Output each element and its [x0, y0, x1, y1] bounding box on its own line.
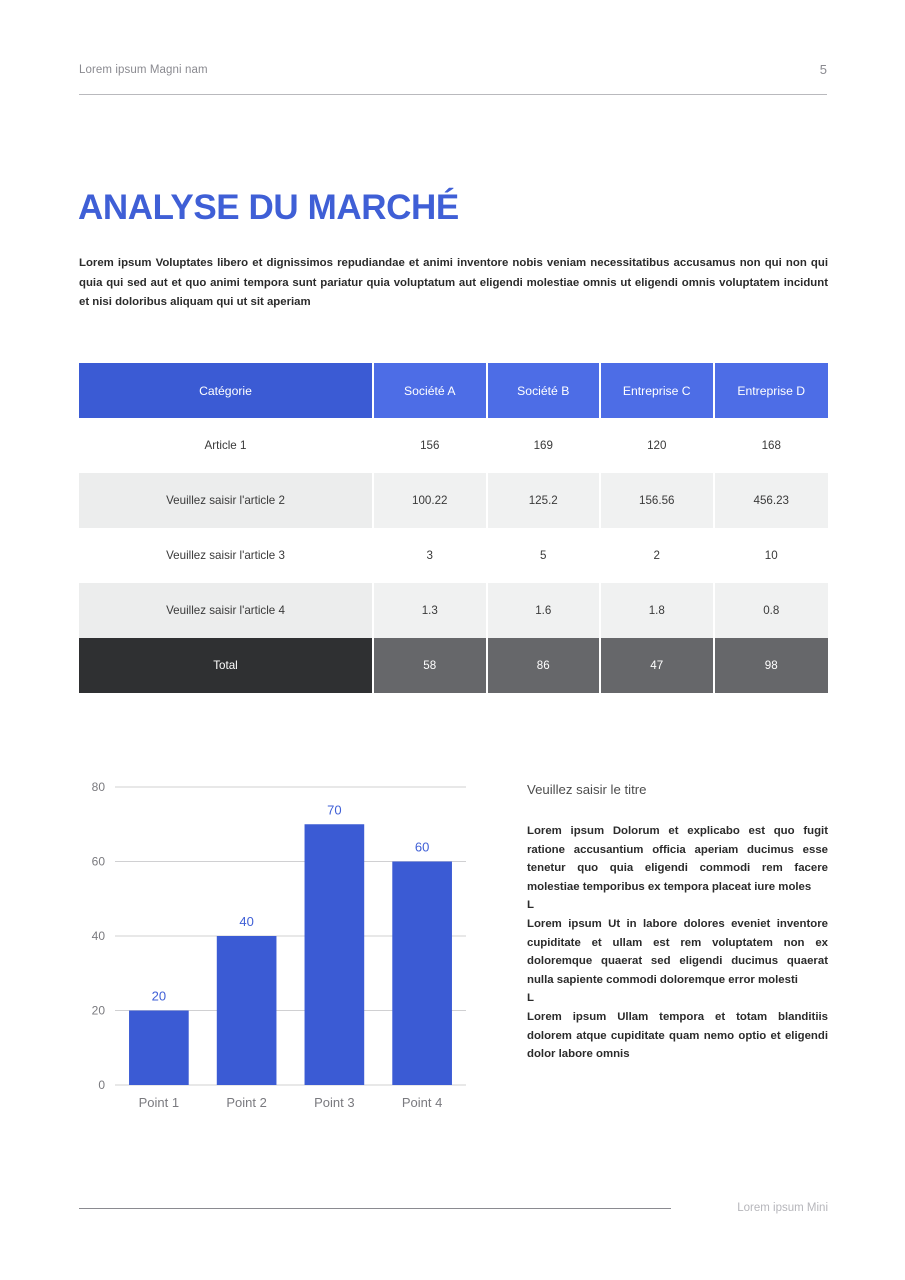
page-title: ANALYSE DU MARCHÉ [78, 188, 459, 228]
cell-value: 2 [601, 528, 715, 583]
column-header-societe-a: Société A [374, 363, 488, 418]
svg-text:80: 80 [91, 780, 105, 794]
column-header-category: Catégorie [79, 363, 374, 418]
table-header-row [79, 363, 828, 418]
cell-value: 1.6 [488, 583, 602, 638]
table-total-row [79, 638, 828, 693]
column-header-entreprise-d: Entreprise D [715, 363, 829, 418]
bar-chart [79, 775, 479, 1120]
data-table-container [79, 363, 828, 693]
svg-text:40: 40 [239, 914, 254, 929]
table-row [79, 583, 828, 638]
chart-x-axis-labels [139, 1095, 443, 1110]
data-table [79, 363, 828, 693]
side-paragraph-3: Lorem ipsum Ullam tempora et totam blanditiis dolorem atque cupiditate quam nemo optio et eligendi dolor labore omnis [527, 1010, 828, 1061]
cell-value: 156.56 [601, 473, 715, 528]
table-body [79, 418, 828, 693]
side-paragraph-2: Lorem ipsum Ut in labore dolores eveniet inventore cupiditate et ullam est rem voluptatem non ex doloremque quaerat sed eligendi ducimus quaerat nulla sapiente commodi doloremque error molesti [527, 917, 828, 986]
cell-value: 10 [715, 528, 829, 583]
cell-value: 456.23 [715, 473, 829, 528]
side-separator-2: L [527, 992, 534, 1005]
svg-text:0: 0 [98, 1078, 105, 1092]
total-label: Total [79, 638, 374, 693]
svg-text:60: 60 [91, 854, 105, 869]
page-footer [79, 1198, 828, 1222]
column-header-entreprise-c: Entreprise C [601, 363, 715, 418]
cell-value: 3 [374, 528, 488, 583]
total-value: 86 [488, 638, 602, 693]
svg-text:20: 20 [91, 1003, 105, 1018]
table-row [79, 528, 828, 583]
svg-text:Point 1: Point 1 [138, 1095, 180, 1110]
total-value: 98 [715, 638, 829, 693]
side-paragraph-1: Lorem ipsum Dolorum et explicabo est quo fugit ratione accusantium officia aperiam ducimus esse tenetur quo quia eligendi commodi rem facere molestiae temporibus ex tempora placeat iure moles [527, 825, 828, 893]
table-row [79, 473, 828, 528]
chart-bars [129, 824, 452, 1085]
footer-divider [79, 1208, 671, 1209]
intro-paragraph: Lorem ipsum Voluptates libero et dignissimos repudiandae et animi inventore nobis veniam necessitatibus accusamus non qui non qui quia qui sed aut et quo animi tempora sunt pariatur quia voluptatum aut eligendi molestiae omnis ut eligendi omnis voluptatem incidunt et nisi doloribus aliquam qui ut sit aperiam [79, 257, 828, 309]
column-header-societe-b: Société B [488, 363, 602, 418]
table-row [79, 418, 828, 473]
svg-text:Point 4: Point 4 [401, 1095, 443, 1110]
row-label: Article 1 [79, 418, 374, 473]
side-title: Veuillez saisir le titre [527, 782, 647, 797]
row-label: Veuillez saisir l'article 3 [79, 528, 374, 583]
bar-chart-svg [79, 775, 479, 1120]
header-page-number: 5 [819, 62, 827, 77]
svg-text:60: 60 [414, 839, 430, 855]
cell-value: 5 [488, 528, 602, 583]
cell-value: 120 [601, 418, 715, 473]
chart-data-labels [152, 802, 430, 1003]
cell-value: 0.8 [715, 583, 829, 638]
total-value: 47 [601, 638, 715, 693]
row-label: Veuillez saisir l'article 4 [79, 583, 374, 638]
side-separator-1: L [527, 899, 534, 912]
table-header [79, 363, 828, 418]
cell-value: 169 [488, 418, 602, 473]
svg-text:40: 40 [91, 929, 105, 943]
cell-value: 1.3 [374, 583, 488, 638]
cell-value: 168 [715, 418, 829, 473]
cell-value: 100.22 [374, 473, 488, 528]
svg-text:Point 2: Point 2 [226, 1095, 267, 1110]
footer-text: Lorem ipsum Mini [737, 1202, 828, 1214]
svg-text:70: 70 [327, 802, 342, 818]
chart-y-axis-labels [92, 780, 106, 1092]
cell-value: 125.2 [488, 473, 602, 528]
total-value: 58 [374, 638, 488, 693]
side-text-column [527, 780, 828, 1064]
svg-text:Point 3: Point 3 [314, 1095, 355, 1110]
page-header [79, 62, 827, 95]
cell-value: 1.8 [601, 583, 715, 638]
header-title: Lorem ipsum Magni nam [79, 64, 208, 76]
cell-value: 156 [374, 418, 488, 473]
row-label: Veuillez saisir l'article 2 [79, 473, 374, 528]
svg-text:20: 20 [151, 988, 167, 1004]
